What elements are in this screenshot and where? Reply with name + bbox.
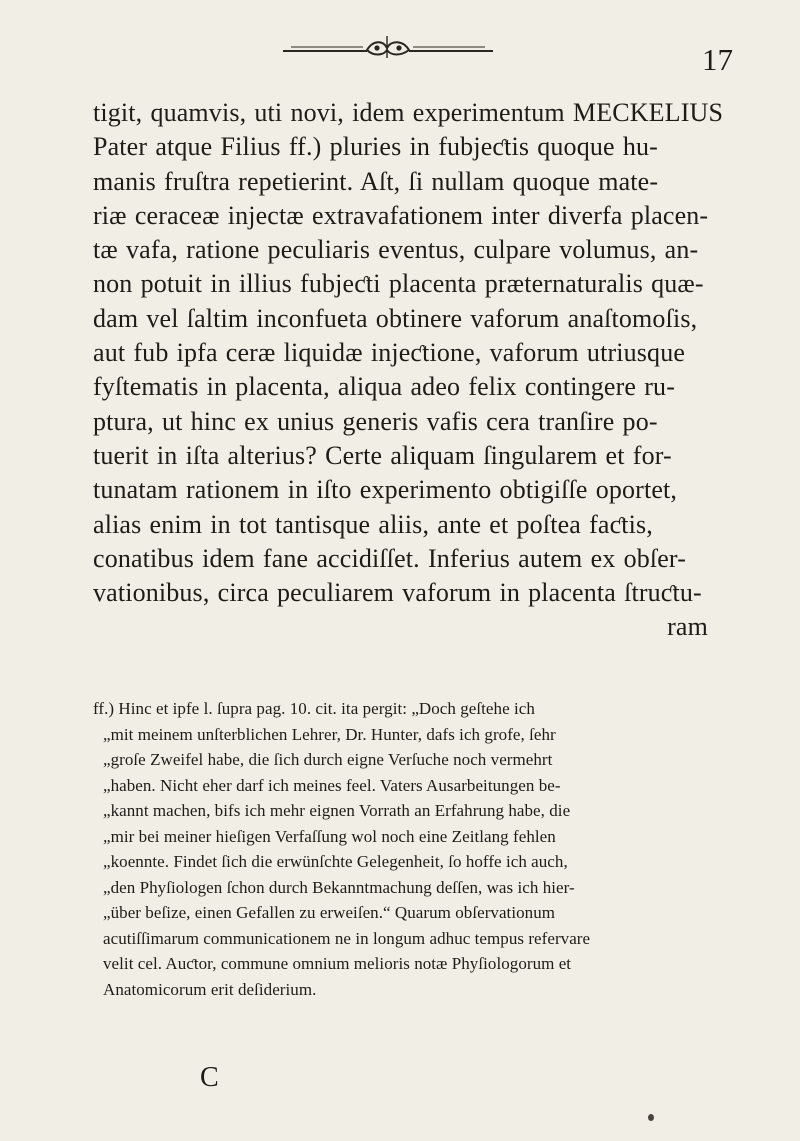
- text-line: dam vel ſaltim inconfueta obtinere vaforum anaſtomoſis,: [93, 303, 698, 333]
- footnote-line: acutiſſimarum communicationem ne in longum adhuc tempus refervare: [103, 928, 591, 948]
- footnote-line: „groſe Zweifel habe, die ſich durch eigne Verſuche noch vermehrt: [103, 750, 553, 769]
- footnote: [93, 696, 711, 1002]
- footnote-line: „den Phyſiologen ſchon durch Bekanntmachung deſſen, was ich hier-: [103, 877, 575, 897]
- text-line: tæ vafa, ratione peculiaris eventus, culpare volumus, an-: [93, 235, 699, 265]
- text-line: fyſtematis in placenta, aliqua adeo felix contingere ru-: [93, 372, 676, 402]
- text-line: tigit, quamvis, uti novi, idem experimentum MECKELIUS: [93, 98, 724, 127]
- text-line: non potuit in illius fubjeƈti placenta præternaturalis quæ-: [93, 269, 704, 299]
- page-number: 17: [702, 42, 733, 77]
- footnote-line: Anatomicorum erit deſiderium.: [103, 979, 317, 999]
- signature-mark: C: [200, 1062, 219, 1093]
- footnote-line: „mir bei meiner hieſigen Verfaſſung wol noch eine Zeitlang fehlen: [103, 826, 556, 846]
- main-text: [93, 96, 724, 645]
- text-line: tuerit in iſta alterius? Certe aliquam ſingularem et for-: [93, 440, 672, 470]
- footnote-line: „koennte. Findet ſich die erwünſchte Gelegenheit, ſo hoffe ich auch,: [103, 852, 568, 871]
- footnote-line: velit cel. Auƈtor, commune omnium melioris notæ Phyſiologorum et: [103, 954, 572, 973]
- text-line: aut fub ipfa ceræ liquidæ injeƈtione, vaforum utriusque: [93, 338, 686, 368]
- text-line: alias enim in tot tantisque aliis, ante et poſtea faƈtis,: [93, 509, 653, 539]
- footnote-line: „kannt machen, bifs ich mehr eignen Vorrath an Erfahrung habe, die: [103, 801, 571, 820]
- text-line: Pater atque Filius ff.) pluries in fubjeƈtis quoque hu-: [93, 132, 658, 162]
- ornament-icon: [283, 34, 493, 60]
- footnote-line: „haben. Nicht eher darf ich meines feel. Vaters Ausarbeitungen be-: [103, 775, 561, 795]
- footnote-line: „über beſize, einen Gefallen zu erweiſen.“ Quarum obſervationum: [103, 903, 556, 922]
- text-line: vationibus, circa peculiarem vaforum in placenta ſtruƈtu-: [93, 578, 702, 608]
- text-line: riæ ceraceæ injectæ extravafationem inter diverfa placen-: [93, 200, 709, 230]
- text-line: tunatam rationem in iſto experimento obtigiſſe oportet,: [93, 475, 678, 505]
- ink-speck: [648, 1114, 654, 1121]
- text-line: manis fruſtra repetierint. Aſt, ſi nullam quoque mate-: [93, 166, 659, 196]
- text-line: ptura, ut hinc ex unius generis vafis cera tranſire po-: [93, 406, 658, 436]
- footnote-line: ff.) Hinc et ipfe l. ſupra pag. 10. cit. ita pergit: „Doch geſtehe ich: [93, 699, 535, 718]
- page-header: [0, 0, 800, 80]
- text-line: conatibus idem fane accidiſſet. Inferius autem ex obſer-: [93, 543, 687, 573]
- catchword: ram: [667, 612, 708, 642]
- footnote-line: „mit meinem unſterblichen Lehrer, Dr. Hunter, dafs ich grofe, ſehr: [103, 724, 556, 744]
